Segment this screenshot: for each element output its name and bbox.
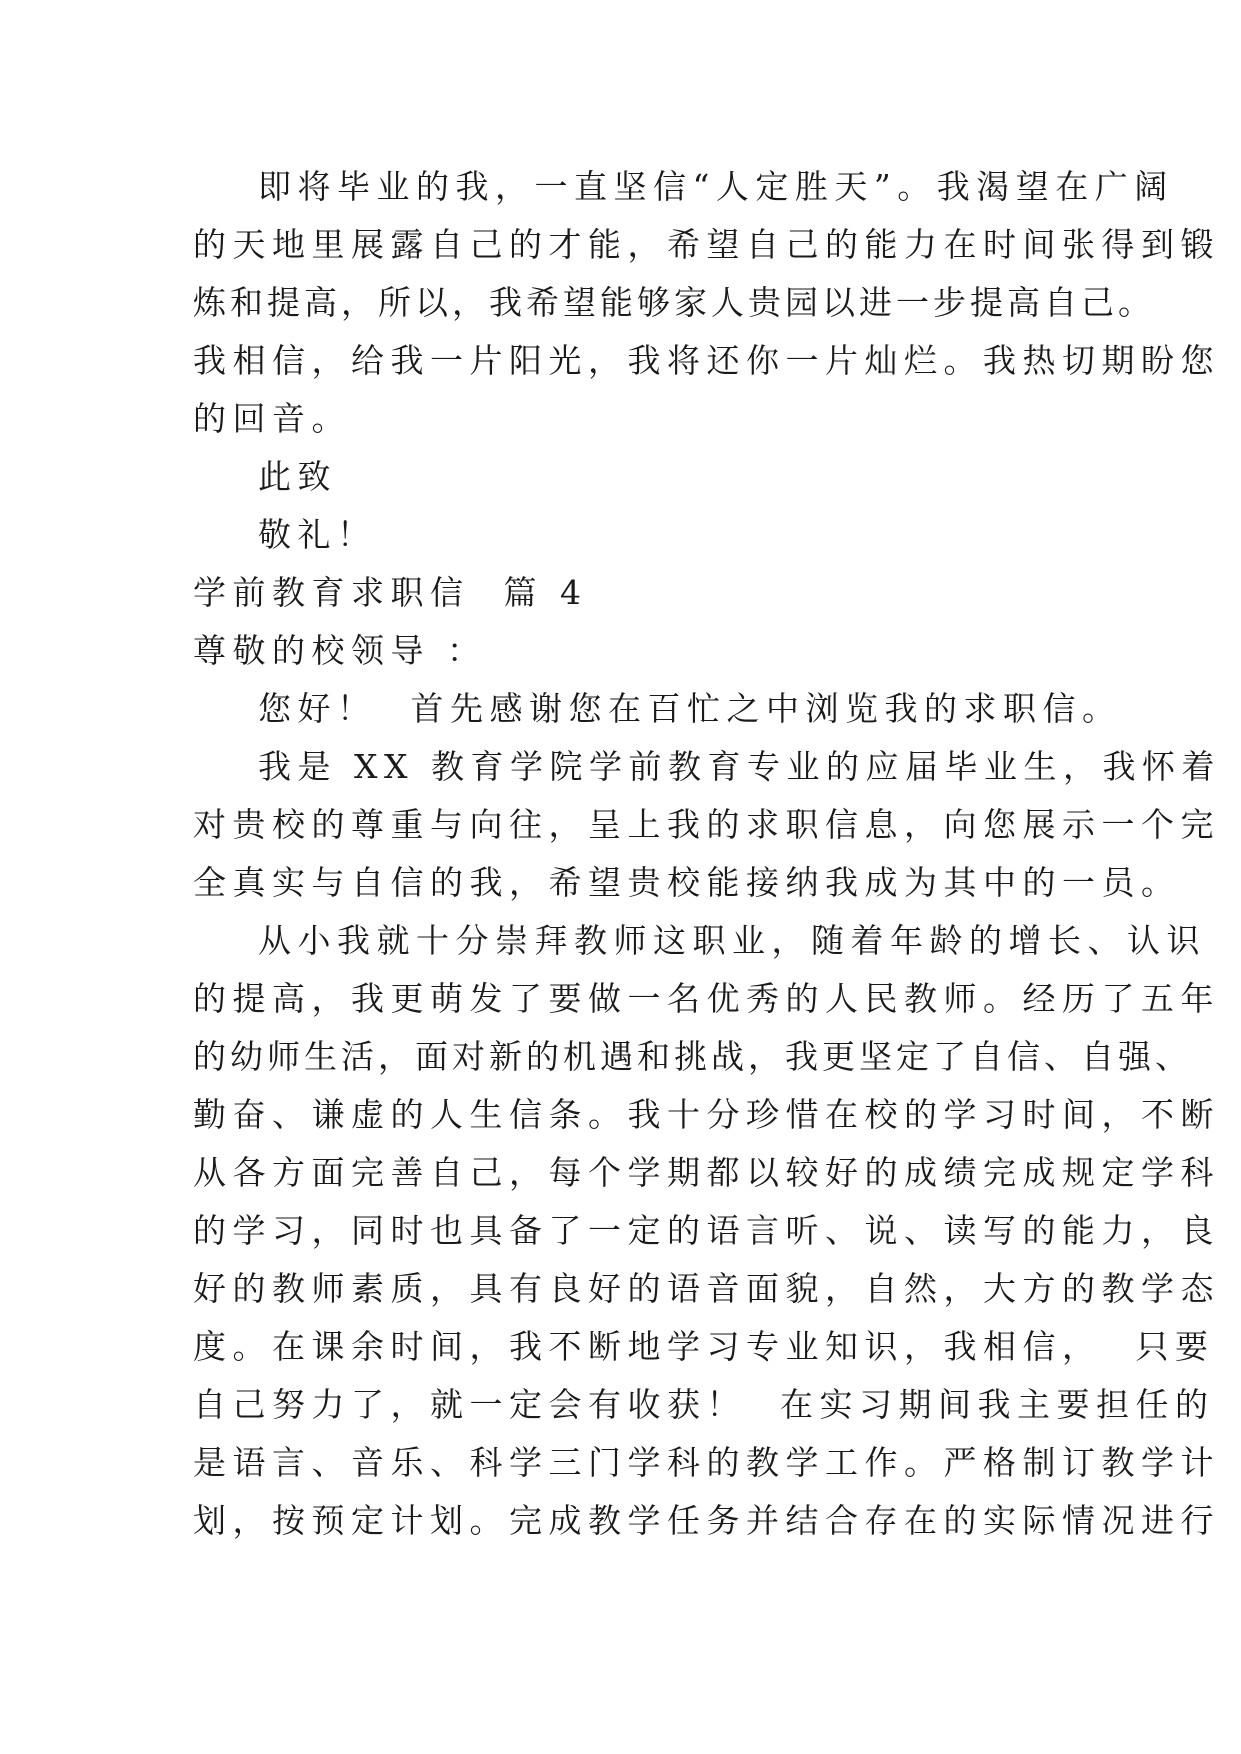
- text-line: 度。在课余时间，我不断地学习专业知识，我相信， 只要: [193, 1327, 1215, 1366]
- text-line: 的学习，同时也具备了一定的语言听、说、读写的能力，良: [193, 1211, 1220, 1250]
- section-heading: 学前教育求职信 篇 4: [193, 573, 588, 612]
- text-line: 此致: [258, 457, 337, 496]
- text-line: 炼和提高，所以，我希望能够家人贵园以进一步提高自己。: [193, 283, 1155, 322]
- text-line: 的提高，我更萌发了要做一名优秀的人民教师。经历了五年: [193, 979, 1220, 1018]
- text-line: 我是 XX 教育学院学前教育专业的应届毕业生，我怀着: [258, 747, 1221, 786]
- text-line: 的幼师生活，面对新的机遇和挑战，我更坚定了自信、自强、: [193, 1037, 1192, 1076]
- text-line: 划，按预定计划。完成教学任务并结合存在的实际情况进行: [193, 1501, 1220, 1540]
- text-line: 好的教师素质，具有良好的语音面貌，自然，大方的教学态: [193, 1269, 1220, 1308]
- text-line: 即将毕业的我，一直坚信“人定胜天”。我渴望在广阔: [258, 167, 1174, 206]
- text-line: 是语言、音乐、科学三门学科的教学工作。严格制订教学计: [193, 1443, 1220, 1482]
- text-line: 敬礼！: [258, 515, 377, 554]
- text-line: 对贵校的尊重与向往，呈上我的求职信息，向您展示一个完: [193, 805, 1220, 844]
- text-line: 从小我就十分崇拜教师这职业，随着年龄的增长、认识: [258, 921, 1206, 960]
- text-line: 全真实与自信的我，希望贵校能接纳我成为其中的一员。: [193, 863, 1181, 902]
- text-line: 您好！ 首先感谢您在百忙之中浏览我的求职信。: [258, 689, 1122, 728]
- text-line: 勤奋、谦虚的人生信条。我十分珍惜在校的学习时间，不断: [193, 1095, 1220, 1134]
- text-line: 的天地里展露自己的才能，希望自己的能力在时间张得到锻: [193, 225, 1220, 264]
- text-line: 自己努力了，就一定会有收获！ 在实习期间我主要担任的: [193, 1385, 1215, 1424]
- text-line: 从各方面完善自己，每个学期都以较好的成绩完成规定学科: [193, 1153, 1220, 1192]
- text-line: 的回音。: [193, 399, 351, 438]
- salutation: 尊敬的校领导 ：: [193, 631, 487, 670]
- text-line: 我相信，给我一片阳光，我将还你一片灿烂。我热切期盼您: [193, 341, 1220, 380]
